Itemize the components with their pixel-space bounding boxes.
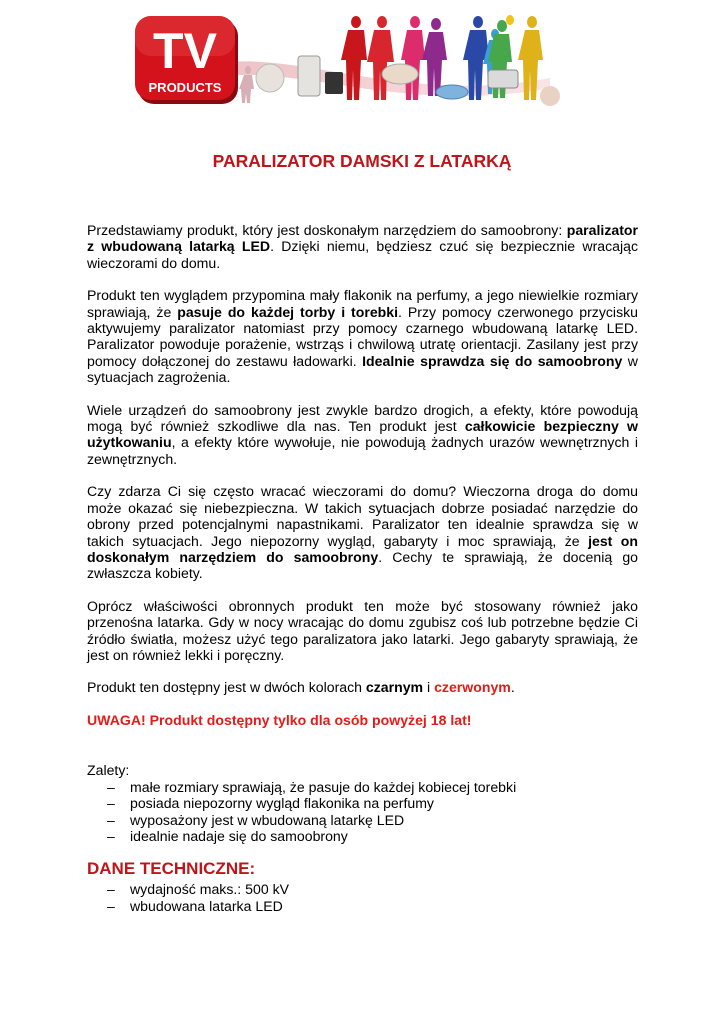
text-run: Przedstawiamy produkt, który jest doskonałym narzędziem do samoobrony:	[87, 222, 567, 238]
dash-bullet-icon: –	[107, 828, 115, 845]
text-run: . Dzięki niemu, będziesz czuć się bezpiecznie wracając wieczorami do domu.	[87, 238, 639, 271]
bold-text: całkowicie bezpieczny w użytkowaniu	[87, 418, 638, 451]
list-item-text: idealnie nadaje się do samoobrony	[130, 828, 348, 845]
list-item-text: wyposażony jest w wbudowaną latarkę LED	[130, 811, 405, 828]
dash-bullet-icon: –	[107, 897, 115, 914]
bold-text: Idealnie sprawdza się do samoobrony	[362, 352, 623, 369]
list-item-text: posiada niepozorny wygląd flakonika na perfumy	[130, 795, 434, 812]
paragraph-safety	[87, 402, 638, 468]
dash-bullet-icon: –	[107, 795, 115, 812]
list-item	[87, 828, 638, 845]
bold-text: pasuje do każdej torby i torebki	[177, 303, 399, 320]
list-item	[87, 795, 638, 812]
list-item-text: wydajność maks.: 500 kV	[130, 880, 290, 897]
document-body	[87, 222, 638, 914]
bold-text: jest on doskonałym narzędziem do samoobrony	[87, 532, 638, 565]
svg-text:TV: TV	[153, 23, 217, 79]
paragraph-description	[87, 287, 638, 385]
text-run: Produkt ten dostępny jest w dwóch kolorach	[87, 679, 366, 696]
paragraph-evening	[87, 483, 638, 581]
text-run: , a efekty które wywołuje, nie powodują żadnych urazów wewnętrznych i zewnętrznych.	[87, 434, 638, 467]
list-item-text: wbudowana latarka LED	[130, 897, 283, 914]
svg-text:PRODUCTS: PRODUCTS	[148, 80, 222, 95]
bold-text: paralizator z wbudowaną latarką LED	[87, 222, 638, 255]
list-item	[87, 812, 638, 829]
tv-products-banner-graphic	[130, 8, 570, 113]
dash-bullet-icon: –	[107, 880, 115, 897]
tv-products-logo	[135, 16, 238, 104]
age-warning: UWAGA! Produkt dostępny tylko dla osób powyżej 18 lat!	[87, 711, 472, 728]
text-run: w sytuacjach zagrożenia.	[87, 352, 638, 386]
list-item	[87, 779, 638, 796]
text-run: Produkt ten wyglądem przypomina mały flakonik na perfumy, a jego niewielkie rozmiary sprawiają, że	[87, 287, 638, 320]
dash-bullet-icon: –	[107, 811, 115, 828]
tech-specs-list	[87, 881, 638, 914]
list-item	[87, 881, 638, 898]
text-run: Czy zdarza Ci się często wracać wieczorami do domu? Wieczorna droga do domu może okazać się niebezpieczna. W takich sytuacjach dobrze posiadać narzędzie do obrony przed potencjalnymi napastnikami. Paralizator ten idealnie sprawdza się w takich sytuacjach. Jego niepozorny wygląd, gabaryty i moc sprawiają, że	[87, 483, 638, 549]
text-run: i	[423, 679, 435, 696]
text-run: . Cechy te sprawiają, że docenią go zwłaszcza kobiety.	[87, 548, 638, 582]
color-red-label: czerwonym	[434, 679, 511, 696]
text-run: Wiele urządzeń do samoobrony jest zwykle bardzo drogich, a efekty, które powodują mogą być również szkodliwe dla nas. Ten produkt jest	[87, 401, 638, 435]
paragraph-flashlight: Oprócz właściwości obronnych produkt ten może być stosowany również jako przenośna latarka. Gdy w nocy wracając do domu zgubisz coś lub potrzebne będzie Ci źródło światła, możesz użyć tego paralizatora jako latarki. Jego gabaryty sprawiają, że jest on również lekki i poręczny.	[87, 597, 638, 663]
list-item-text: małe rozmiary sprawiają, że pasuje do każdej kobiecej torebki	[130, 778, 517, 795]
color-black-label: czarnym	[365, 679, 424, 696]
text-run: .	[510, 679, 515, 696]
paragraph-intro	[87, 222, 638, 271]
advantages-list	[87, 779, 638, 845]
header-banner	[130, 8, 570, 113]
advantages-label: Zalety:	[87, 762, 130, 779]
dash-bullet-icon: –	[107, 778, 115, 795]
paragraph-colors	[87, 679, 638, 695]
tech-specs-heading: DANE TECHNICZNE:	[87, 858, 256, 878]
page-title: PARALIZATOR DAMSKI Z LATARKĄ	[212, 151, 512, 171]
list-item	[87, 898, 638, 915]
text-run: . Przy pomocy czerwonego przycisku aktywujemy paralizator natomiast przy pomocy czarnego wbudowaną latarkę LED. Paralizator powoduje porażenie, wstrząs i chwilową utratę orientacji. Zasilany jest przy pomocy dołączonej do zestawu ładowarki.	[87, 303, 638, 369]
